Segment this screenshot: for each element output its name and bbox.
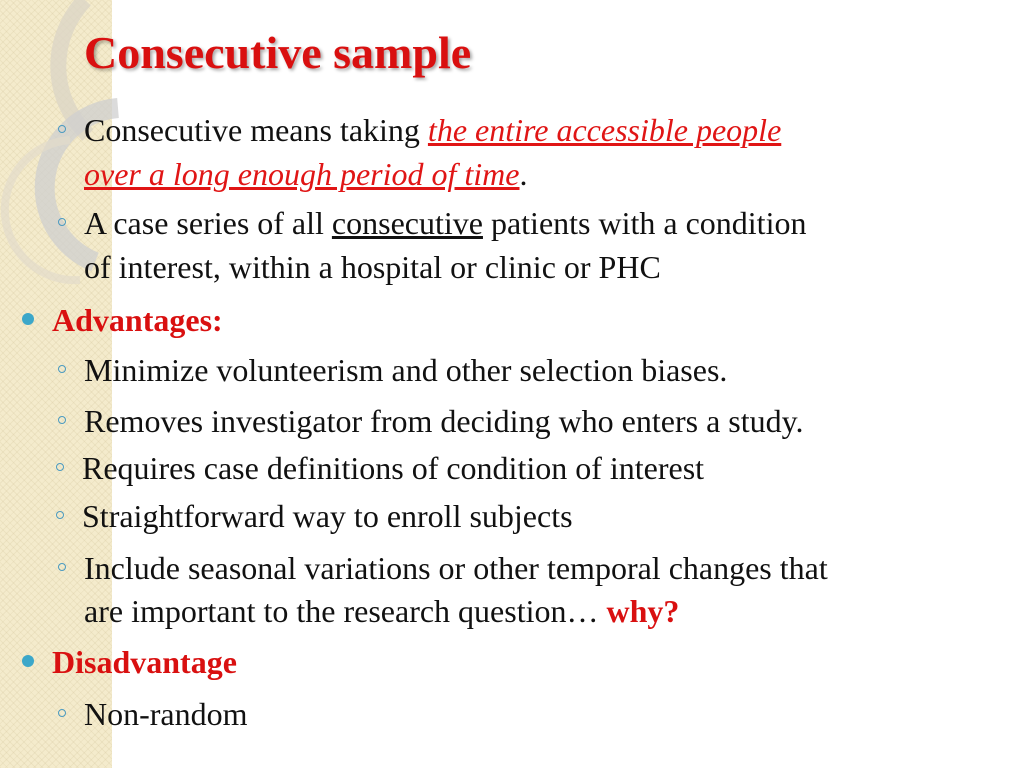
list-item-continuation xyxy=(84,589,679,633)
section-heading-advantages xyxy=(52,298,223,342)
dot-bullet-icon xyxy=(22,655,34,667)
why-text: why? xyxy=(606,593,680,629)
ring-bullet-icon xyxy=(58,416,66,424)
ring-bullet-icon xyxy=(58,218,66,226)
item-text: Requires case definitions of condition of interest xyxy=(82,450,705,486)
list-item xyxy=(82,494,573,538)
item-text: A case series of all xyxy=(84,205,332,241)
item-text: of interest, within a hospital or clinic or PHC xyxy=(84,249,661,285)
item-text: Minimize volunteerism and other selection biases. xyxy=(84,352,728,388)
list-item xyxy=(84,108,781,152)
item-text: Straightforward way to enroll subjects xyxy=(82,498,573,534)
dot-bullet-icon xyxy=(22,313,34,325)
item-text: patients with a condition xyxy=(482,205,807,241)
section-heading-disadvantage xyxy=(52,640,237,684)
list-item xyxy=(84,692,248,736)
emphasis-text: over a long enough period of time xyxy=(84,156,520,192)
list-item xyxy=(82,446,704,490)
underlined-text: consecutive xyxy=(331,205,483,241)
list-item xyxy=(84,399,804,443)
item-text: Consecutive means taking xyxy=(84,112,428,148)
ring-bullet-icon xyxy=(58,125,66,133)
item-text: Include seasonal variations or other temporal changes that xyxy=(84,550,828,586)
list-item xyxy=(84,546,828,590)
ring-bullet-icon xyxy=(56,463,64,471)
item-text: . xyxy=(519,156,528,192)
ring-bullet-icon xyxy=(58,563,66,571)
item-text: Non-random xyxy=(84,696,248,732)
slide-title: Consecutive sample xyxy=(84,27,472,78)
list-item-continuation xyxy=(84,152,527,196)
ring-bullet-icon xyxy=(58,365,66,373)
list-item-continuation xyxy=(84,245,661,289)
ring-bullet-icon xyxy=(58,709,66,717)
emphasis-text: the entire accessible people xyxy=(427,112,782,148)
ring-bullet-icon xyxy=(56,511,64,519)
item-text: Removes investigator from deciding who enters a study. xyxy=(84,403,804,439)
item-text: are important to the research question… xyxy=(84,593,607,629)
list-item xyxy=(84,201,806,245)
heading-text: Disadvantage xyxy=(52,644,237,680)
heading-text: Advantages: xyxy=(52,302,223,338)
list-item xyxy=(84,348,727,392)
